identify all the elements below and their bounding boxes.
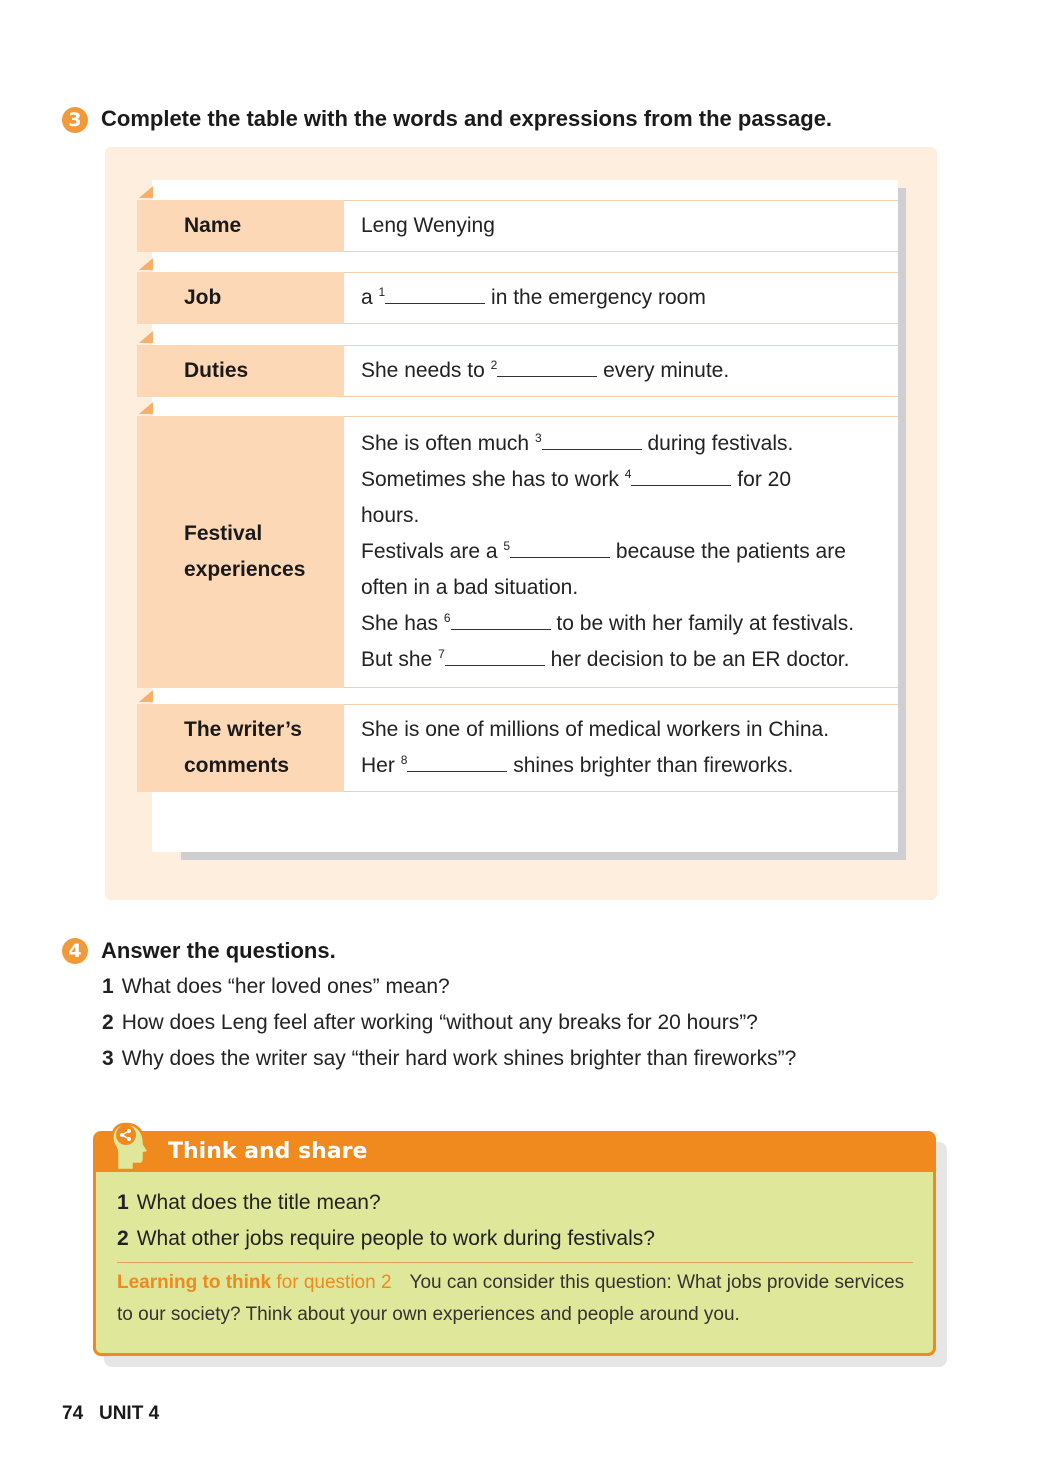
content-line <box>361 534 898 570</box>
row-content <box>344 416 898 688</box>
blank-number: 3 <box>534 431 542 445</box>
content-line <box>361 748 898 784</box>
page-footer <box>62 1403 159 1425</box>
line-text: hours. <box>361 504 420 527</box>
blank-number: 5 <box>503 539 511 553</box>
content-line <box>361 712 898 748</box>
content-line <box>361 462 898 498</box>
learning-tip <box>117 1267 917 1331</box>
row-content <box>344 704 898 792</box>
line-text-after: her decision to be an ER doctor. <box>544 648 850 671</box>
line-text-after: because the patients are <box>610 540 846 563</box>
blank-number: 1 <box>378 285 386 299</box>
page-number: 74 <box>62 1403 84 1424</box>
blank-number: 2 <box>490 358 498 372</box>
row-content <box>344 200 898 252</box>
line-text-after: every minute. <box>597 359 730 382</box>
section-number-badge: 4 <box>62 938 88 964</box>
section-3-instruction: Complete the table with the words and expressions from the passage. <box>101 106 833 131</box>
question-item <box>102 975 450 999</box>
table-row <box>137 272 898 324</box>
line-text-before: Her <box>361 754 401 777</box>
content-line <box>361 426 898 462</box>
fill-in-blank[interactable] <box>497 354 597 377</box>
question-item <box>117 1227 655 1251</box>
fill-in-blank[interactable] <box>385 281 485 304</box>
fill-in-blank[interactable] <box>510 535 610 558</box>
line-text-before: She needs to <box>361 359 491 382</box>
question-item <box>117 1191 381 1215</box>
row-label: The writer’s comments <box>137 704 344 792</box>
line-text-before: Festivals are a <box>361 540 504 563</box>
question-text: What other jobs require people to work during festivals? <box>136 1227 655 1250</box>
think-box-title: Think and share <box>168 1139 368 1164</box>
row-content <box>344 345 898 397</box>
line-text-before: She is often much <box>361 432 535 455</box>
question-item <box>102 1047 796 1071</box>
row-content <box>344 272 898 324</box>
question-number: 3 <box>102 1047 114 1070</box>
line-text-after: in the emergency room <box>485 286 706 309</box>
content-line <box>361 642 898 678</box>
row-label: Job <box>137 272 344 324</box>
line-text-before: She has <box>361 612 444 635</box>
line-text: often in a bad situation. <box>361 576 579 599</box>
table-row <box>137 416 898 688</box>
blank-number: 8 <box>400 753 408 767</box>
head-share-icon <box>108 1120 164 1176</box>
table-row <box>137 704 898 792</box>
content-line <box>361 570 898 606</box>
table-row <box>137 200 898 252</box>
line-text: She is one of millions of medical workers in China. <box>361 718 830 741</box>
unit-label: UNIT 4 <box>98 1403 160 1424</box>
line-text-after: shines brighter than fireworks. <box>507 754 794 777</box>
fill-in-blank[interactable] <box>631 463 731 486</box>
tip-divider <box>117 1262 913 1263</box>
table-row <box>137 345 898 397</box>
line-text-before: But she <box>361 648 439 671</box>
question-text: What does the title mean? <box>136 1191 381 1214</box>
content-line <box>361 353 898 389</box>
tip-for: for question 2 <box>276 1272 392 1293</box>
fill-in-blank[interactable] <box>451 607 551 630</box>
fill-in-blank[interactable] <box>445 643 545 666</box>
section-4-instruction: Answer the questions. <box>101 938 336 963</box>
question-number: 1 <box>102 975 114 998</box>
row-label: Festival experiences <box>137 416 344 688</box>
content-line <box>361 606 898 642</box>
row-label: Name <box>137 200 344 252</box>
content-line <box>361 498 898 534</box>
blank-number: 7 <box>438 647 445 661</box>
question-number: 2 <box>117 1227 129 1250</box>
content-line <box>361 280 898 316</box>
tip-text: You can consider this question: What jobs provide services to our society? Think about your own experiences and people around you. <box>117 1272 905 1325</box>
question-number: 2 <box>102 1011 114 1034</box>
question-text: Why does the writer say “their hard work shines brighter than fireworks”? <box>121 1047 797 1070</box>
content-line <box>361 208 898 244</box>
blank-number: 6 <box>443 611 451 625</box>
line-text-after: during festivals. <box>641 432 794 455</box>
question-item <box>102 1011 758 1035</box>
question-text: How does Leng feel after working “without any breaks for 20 hours”? <box>121 1011 758 1034</box>
line-text-before: a <box>361 286 379 309</box>
line-text: Leng Wenying <box>361 214 495 237</box>
question-text: What does “her loved ones” mean? <box>121 975 450 998</box>
fill-in-blank[interactable] <box>407 749 507 772</box>
question-number: 1 <box>117 1191 129 1214</box>
fill-in-blank[interactable] <box>542 427 642 450</box>
line-text-after: for 20 <box>731 468 792 491</box>
row-label: Duties <box>137 345 344 397</box>
line-text-before: Sometimes she has to work <box>361 468 625 491</box>
tip-label: Learning to think <box>117 1272 272 1293</box>
section-number-badge: 3 <box>62 107 88 133</box>
line-text-after: to be with her family at festivals. <box>550 612 855 635</box>
blank-number: 4 <box>624 467 632 481</box>
